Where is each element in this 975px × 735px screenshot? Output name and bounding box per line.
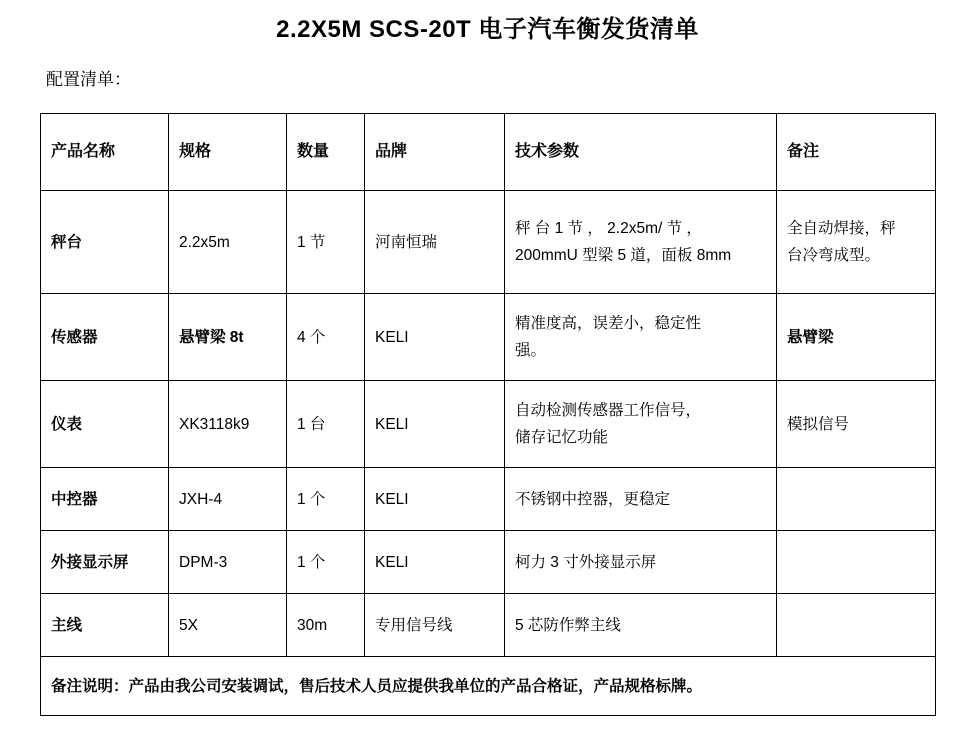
cell-quantity: 1 个 bbox=[287, 531, 365, 594]
cell-spec: 2.2x5m bbox=[169, 191, 287, 294]
cell-spec: DPM-3 bbox=[169, 531, 287, 594]
cell-tech-line-1: 自动检测传感器工作信号， bbox=[515, 402, 702, 420]
cell-tech-line-2: 储存记忆功能 bbox=[515, 429, 609, 447]
table-header-row bbox=[41, 114, 936, 191]
column-header-spec: 规格 bbox=[169, 114, 287, 191]
table-row bbox=[41, 468, 936, 531]
cell-remark bbox=[777, 468, 936, 531]
cell-quantity: 4 个 bbox=[287, 294, 365, 381]
cell-tech-params: 不锈钢中控器，更稳定 bbox=[505, 468, 777, 531]
column-header-tech-params: 技术参数 bbox=[505, 114, 777, 191]
footer-note: 备注说明：产品由我公司安装调试，售后技术人员应提供我单位的产品合格证，产品规格标牌。 bbox=[41, 657, 936, 716]
cell-brand: KELI bbox=[365, 381, 505, 468]
cell-tech-params bbox=[505, 381, 777, 468]
cell-brand: 河南恒瑞 bbox=[365, 191, 505, 294]
cell-spec: XK3118k9 bbox=[169, 381, 287, 468]
cell-tech-params: 柯力 3 寸外接显示屏 bbox=[505, 531, 777, 594]
cell-brand: KELI bbox=[365, 468, 505, 531]
cell-remark bbox=[777, 594, 936, 657]
cell-remark bbox=[777, 191, 936, 294]
column-header-remark: 备注 bbox=[777, 114, 936, 191]
page-title: 2.2X5M SCS-20T 电子汽车衡发货清单 bbox=[276, 16, 699, 43]
cell-product-name: 仪表 bbox=[41, 381, 169, 468]
cell-tech-params: 5 芯防作弊主线 bbox=[505, 594, 777, 657]
column-header-quantity: 数量 bbox=[287, 114, 365, 191]
cell-tech-line-2: 强。 bbox=[515, 342, 547, 360]
document-page bbox=[0, 14, 975, 735]
cell-product-name: 外接显示屏 bbox=[41, 531, 169, 594]
cell-quantity: 1 台 bbox=[287, 381, 365, 468]
cell-spec: 悬臂梁 8t bbox=[169, 294, 287, 381]
cell-remark-line-1: 全自动焊接，秤 bbox=[787, 220, 896, 238]
cell-brand: KELI bbox=[365, 531, 505, 594]
cell-remark-line-2: 台冷弯成型。 bbox=[787, 247, 881, 265]
cell-remark bbox=[777, 531, 936, 594]
cell-tech-line-2: 200mmU 型梁 5 道，面板 8mm bbox=[515, 247, 732, 265]
cell-spec: JXH-4 bbox=[169, 468, 287, 531]
cell-quantity: 1 节 bbox=[287, 191, 365, 294]
subtitle-label: 配置清单： bbox=[46, 70, 131, 90]
column-header-product-name: 产品名称 bbox=[41, 114, 169, 191]
spec-table-container bbox=[40, 113, 935, 716]
table-row bbox=[41, 381, 936, 468]
cell-tech-params bbox=[505, 294, 777, 381]
cell-remark: 模拟信号 bbox=[777, 381, 936, 468]
table-row bbox=[41, 594, 936, 657]
table-row bbox=[41, 191, 936, 294]
cell-quantity: 1 个 bbox=[287, 468, 365, 531]
cell-remark: 悬臂梁 bbox=[777, 294, 936, 381]
table-row bbox=[41, 531, 936, 594]
cell-spec: 5X bbox=[169, 594, 287, 657]
table-row bbox=[41, 294, 936, 381]
cell-tech-line-1: 精准度高，误差小，稳定性 bbox=[515, 315, 702, 333]
column-header-brand: 品牌 bbox=[365, 114, 505, 191]
cell-brand: 专用信号线 bbox=[365, 594, 505, 657]
cell-tech-line-1: 秤 台 1 节 ， 2.2x5m/ 节 ， bbox=[515, 220, 702, 238]
table-footer-row bbox=[41, 657, 936, 716]
cell-product-name: 秤台 bbox=[41, 191, 169, 294]
cell-brand: KELI bbox=[365, 294, 505, 381]
spec-table bbox=[40, 113, 936, 716]
cell-product-name: 传感器 bbox=[41, 294, 169, 381]
cell-tech-params bbox=[505, 191, 777, 294]
cell-product-name: 主线 bbox=[41, 594, 169, 657]
cell-quantity: 30m bbox=[287, 594, 365, 657]
cell-product-name: 中控器 bbox=[41, 468, 169, 531]
